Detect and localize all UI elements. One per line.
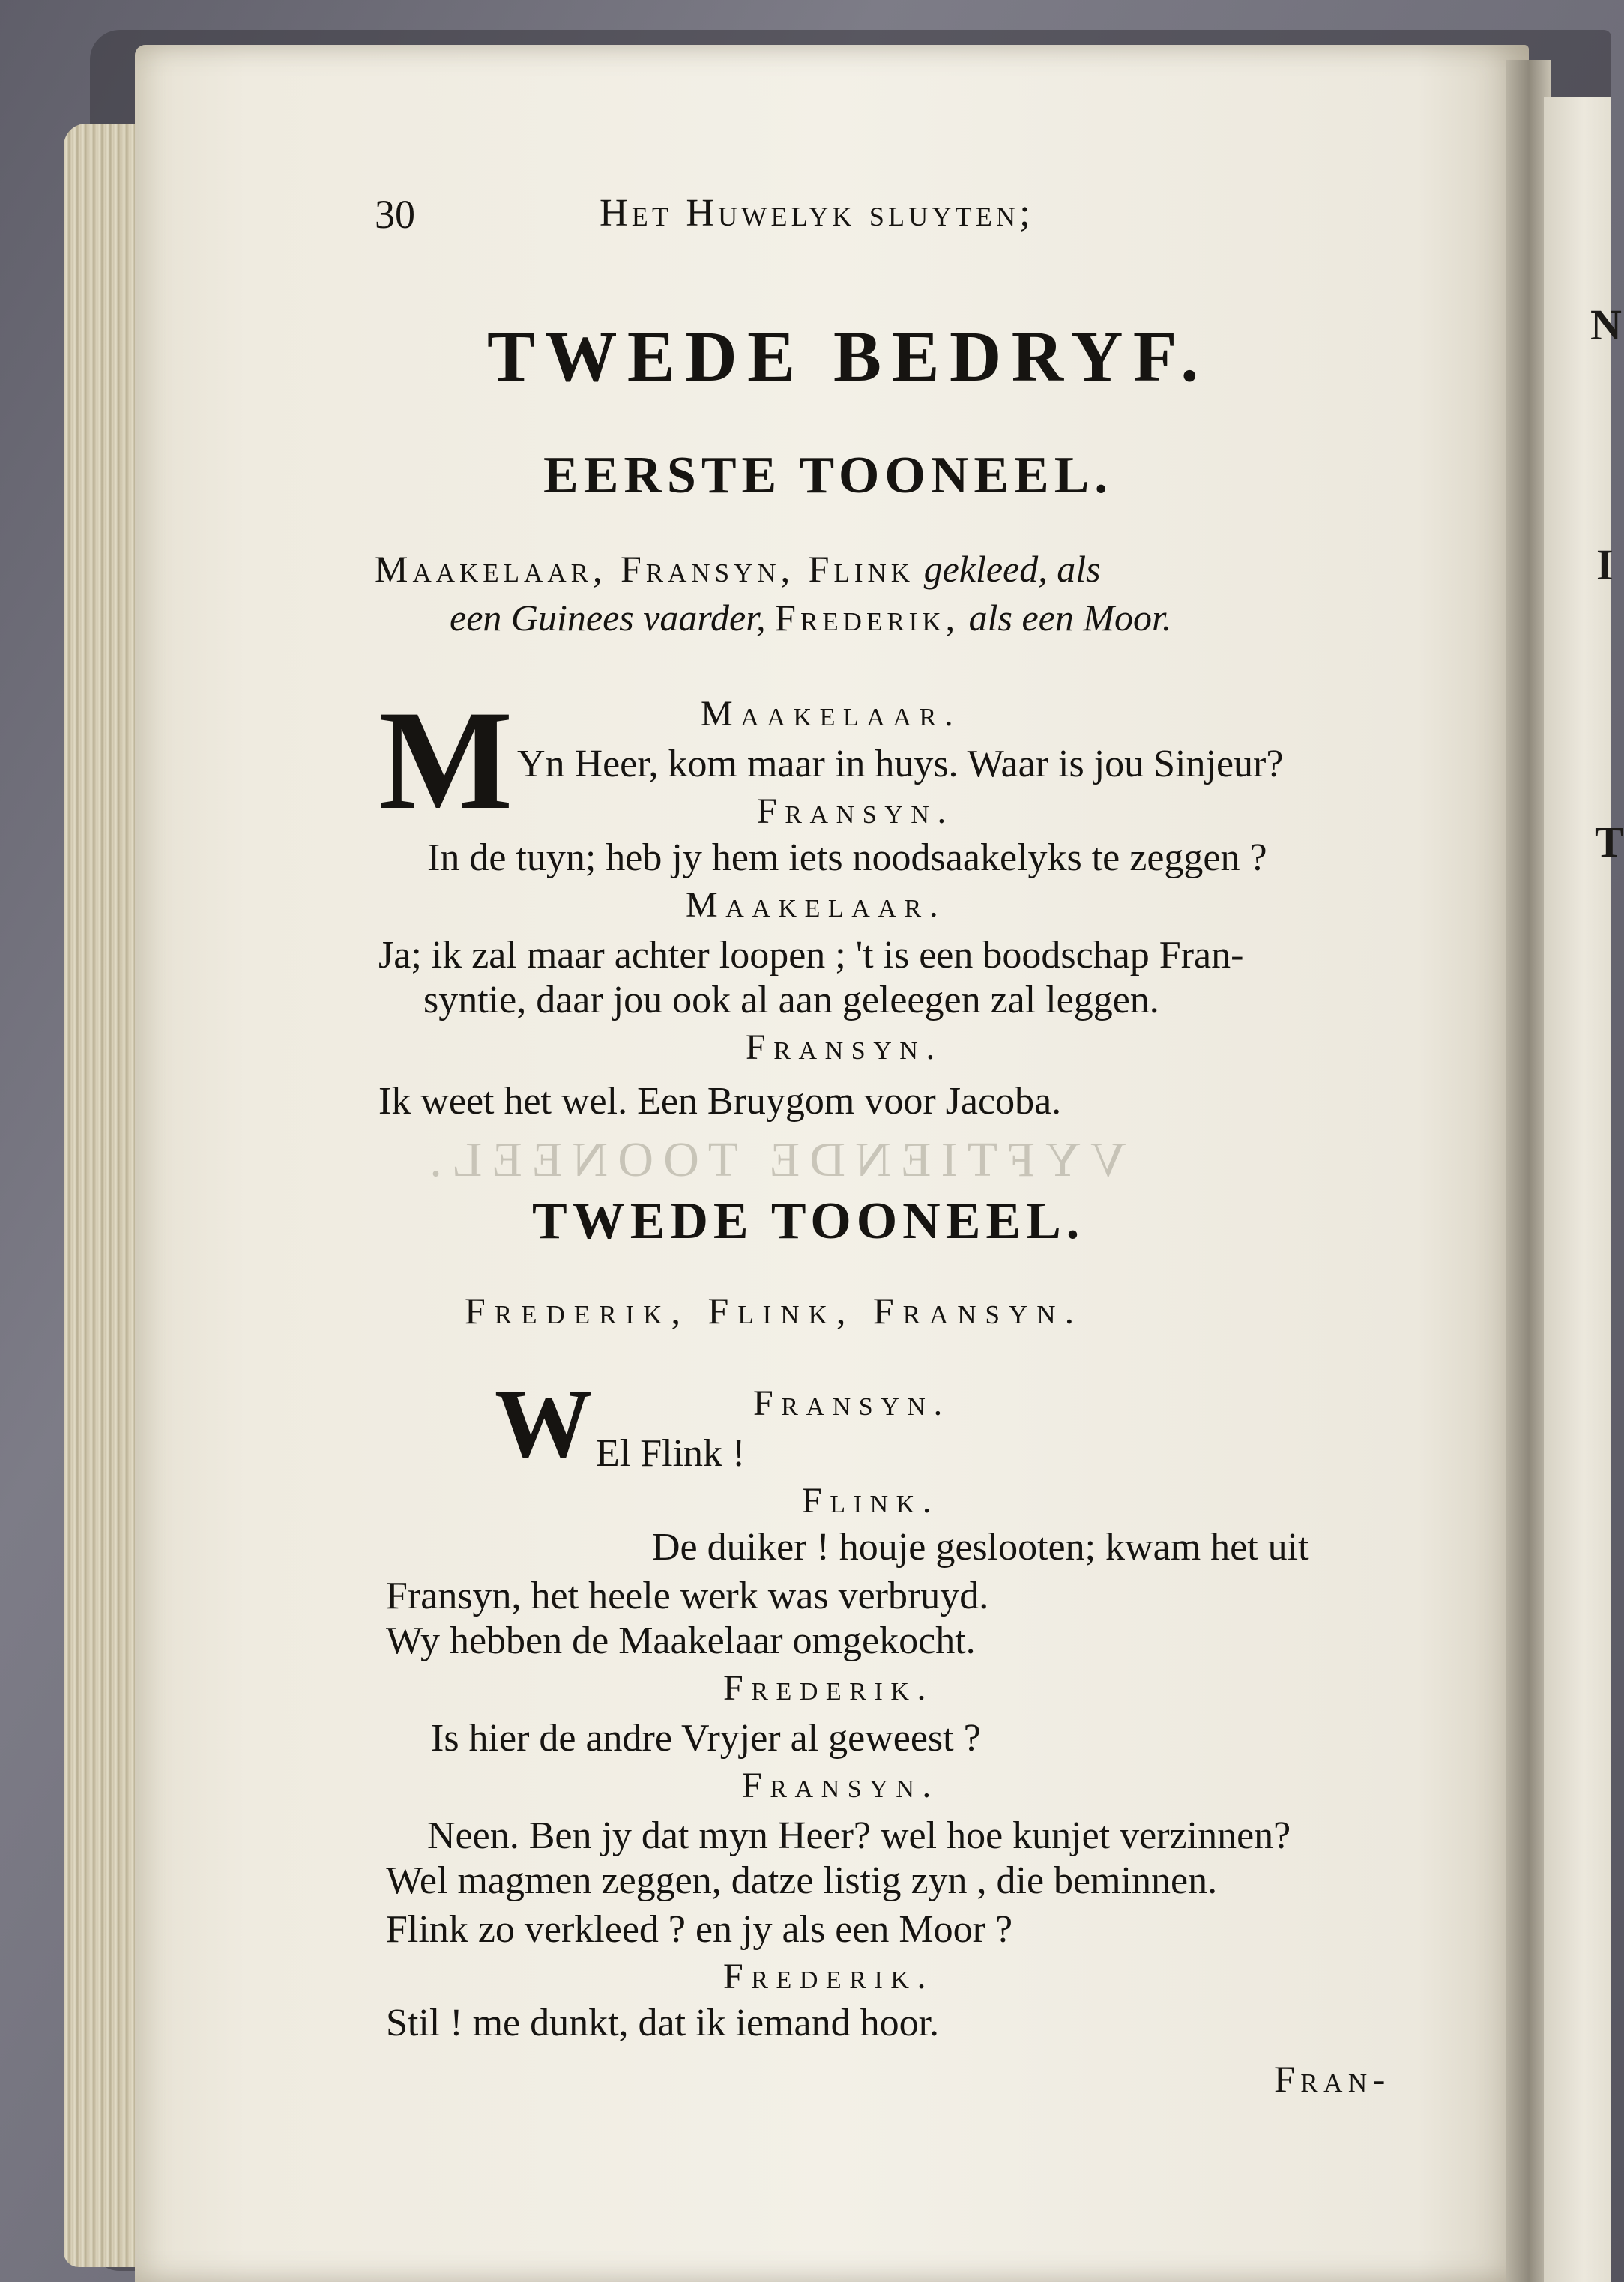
facing-page-glyph: I — [1596, 540, 1614, 589]
dialogue-line: Ja; ik zal maar achter loopen ; 't is een boodschap Fran- — [378, 934, 1244, 977]
cast-list — [375, 547, 1101, 591]
dialogue-line: Is hier de andre Vryjer al geweest ? — [431, 1717, 981, 1760]
bleed-through-text: VYFTIENDE TOONEEL. — [420, 1132, 1126, 1187]
speaker-name: Frederik. — [723, 1668, 935, 1708]
cast-names: Maakelaar, Fransyn, Flink — [375, 548, 915, 590]
cast-note: als een Moor. — [968, 597, 1172, 639]
dialogue-line: Yn Heer, kom maar in huys. Waar is jou Sinjeur? — [517, 743, 1284, 785]
dialogue-line: Fransyn, het heele werk was verbruyd. — [386, 1575, 989, 1617]
dialogue-line: De duiker ! houje geslooten; kwam het uit — [652, 1526, 1309, 1569]
speaker-name: Flink. — [802, 1481, 940, 1521]
dialogue-line: Neen. Ben jy dat myn Heer? wel hoe kunjet verzinnen? — [427, 1814, 1291, 1857]
speaker-name: Fransyn. — [746, 1027, 943, 1067]
cast-note: gekleed, als — [923, 548, 1101, 590]
speaker-name: Maakelaar. — [686, 885, 947, 925]
scene-heading: TWEDE TOONEEL. — [532, 1192, 1085, 1250]
dialogue-line: Stil ! me dunkt, dat ik iemand hoor. — [386, 2002, 940, 2044]
cast-note: een Guinees vaarder, — [450, 597, 766, 639]
facing-page-glyph: N — [1590, 301, 1622, 349]
dialogue-line: syntie, daar jou ook al aan geleegen zal leggen. — [423, 979, 1159, 1021]
page-number: 30 — [375, 192, 415, 237]
scene-heading: EERSTE TOONEEL. — [543, 447, 1113, 504]
speaker-name: Fransyn. — [742, 1766, 939, 1805]
drop-cap: M — [378, 682, 513, 839]
dialogue-line: Wel magmen zeggen, datze listig zyn , die beminnen. — [386, 1859, 1218, 1902]
dialogue-line: El Flink ! — [596, 1432, 746, 1475]
drop-cap: W — [495, 1370, 592, 1478]
cast-list: Frederik, Flink, Fransyn. — [465, 1290, 1084, 1332]
facing-page — [1544, 97, 1611, 2282]
running-head: Het Huwelyk sluyten; — [600, 192, 1034, 235]
speaker-name: Fransyn. — [753, 1383, 950, 1423]
speaker-name: Frederik. — [723, 1957, 935, 1996]
speaker-name: Fransyn. — [757, 791, 954, 831]
facing-page-glyph: T — [1595, 818, 1624, 866]
speaker-name: Maakelaar. — [701, 694, 962, 734]
dialogue-line: Wy hebben de Maakelaar omgekocht. — [386, 1620, 976, 1662]
dialogue-line: In de tuyn; heb jy hem iets noodsaakelyks te zeggen ? — [427, 836, 1267, 879]
act-heading: TWEDE BEDRYF. — [487, 316, 1209, 396]
dialogue-line: Flink zo verkleed ? en jy als een Moor ? — [386, 1908, 1013, 1951]
catchword: Fran- — [1274, 2058, 1391, 2100]
cast-list — [450, 596, 1171, 639]
cast-names: Frederik, — [775, 597, 960, 639]
dialogue-line: Ik weet het wel. Een Bruygom voor Jacoba. — [378, 1080, 1062, 1123]
